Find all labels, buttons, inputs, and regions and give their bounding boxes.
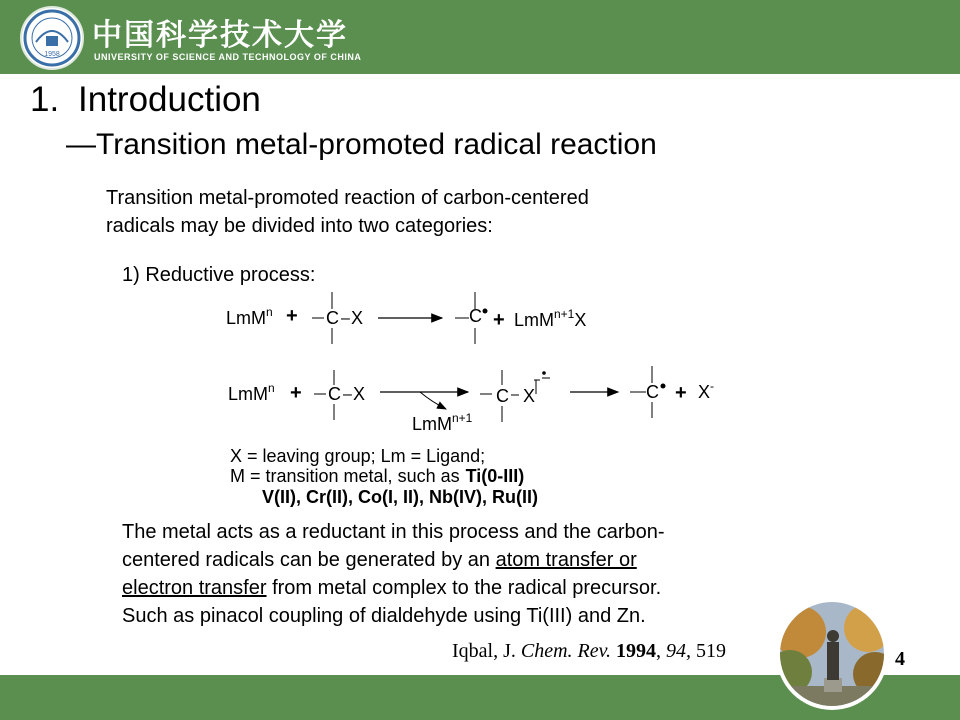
header-bar	[0, 0, 960, 74]
reaction-scheme	[220, 282, 780, 512]
citation-year: 1994	[616, 640, 657, 662]
svg-text:LmMn+1X: LmM$^{n+1}$X	[514, 307, 587, 330]
title-text: Introduction	[78, 80, 261, 119]
slide-subtitle: —Transition metal-promoted radical reaction	[66, 128, 657, 161]
section-label: 1) Reductive process:	[122, 264, 316, 286]
svg-text:LmMn: LmM$^n$	[226, 305, 273, 328]
svg-text:+: +	[493, 309, 505, 331]
svg-text:C: C	[328, 384, 341, 404]
svg-text:C: C	[496, 386, 509, 406]
slide-title	[30, 80, 261, 120]
university-name-cn: 中国科学技术大学	[92, 18, 348, 53]
intro-line-1: Transition metal-promoted reaction of carbon-centered	[106, 187, 589, 209]
svg-text:–: –	[343, 386, 352, 403]
description-line-2: centered radicals can be generated by an atom transfer or	[122, 549, 637, 571]
svg-text:V(II), Cr(II), Co(I, II), Nb(I: V(II), Cr(II), Co(I, II), Nb(IV), Ru(II)	[262, 487, 538, 507]
citation-volume: 94,	[666, 640, 692, 662]
svg-text:X = leaving group; Lm = Ligand: X = leaving group; Lm = Ligand;	[230, 446, 486, 466]
logo-year: 1958	[44, 51, 60, 58]
description-line-1: The metal acts as a reductant in this process and the carbon-	[122, 521, 665, 543]
svg-text:–: –	[341, 310, 350, 327]
svg-text:C: C	[326, 308, 339, 328]
svg-text:C: C	[646, 382, 659, 402]
university-logo	[20, 6, 84, 70]
intro-line-2: radicals may be divided into two categories:	[106, 215, 493, 237]
svg-text:+: +	[675, 382, 687, 404]
university-name-en: UNIVERSITY OF SCIENCE AND TECHNOLOGY OF CHINA	[94, 52, 362, 62]
atom-transfer-term: atom transfer or	[495, 549, 637, 571]
citation-journal: Chem. Rev.	[520, 640, 612, 662]
title-number: 1.	[30, 80, 60, 119]
intro-paragraph	[106, 184, 589, 240]
svg-text:LmMn+1: LmM$^{n+1}$	[412, 411, 473, 434]
svg-text:LmMn: LmM$^n$	[228, 381, 275, 404]
description-paragraph	[122, 518, 665, 630]
svg-text:+: +	[290, 382, 302, 404]
scheme-row-1	[226, 292, 586, 344]
svg-text:+: +	[286, 305, 298, 327]
description-line-3: electron transfer from metal complex to the radical precursor.	[122, 577, 662, 599]
svg-text:M = transition metal, such asT: M = transition metal, such as Ti(0-III)	[230, 466, 525, 486]
citation-author: Iqbal, J.	[452, 640, 516, 662]
svg-text:X: X	[351, 308, 364, 328]
citation: Iqbal, J. Chem. Rev. 1994, 94, 519	[452, 640, 727, 662]
svg-text:X-: X-	[698, 379, 715, 402]
svg-text:X: X	[353, 384, 366, 404]
electron-transfer-term: electron transfer	[122, 577, 267, 599]
statue-photo	[776, 598, 888, 710]
description-line-4: Such as pinacol coupling of dialdehyde using Ti(III) and Zn.	[122, 605, 646, 627]
scheme-definitions	[230, 446, 538, 507]
citation-pages: 519	[696, 640, 727, 662]
svg-text:X: X	[523, 386, 536, 406]
svg-text:C: C	[469, 306, 482, 326]
scheme-row-2	[228, 366, 714, 434]
page-number: 4	[895, 648, 905, 670]
